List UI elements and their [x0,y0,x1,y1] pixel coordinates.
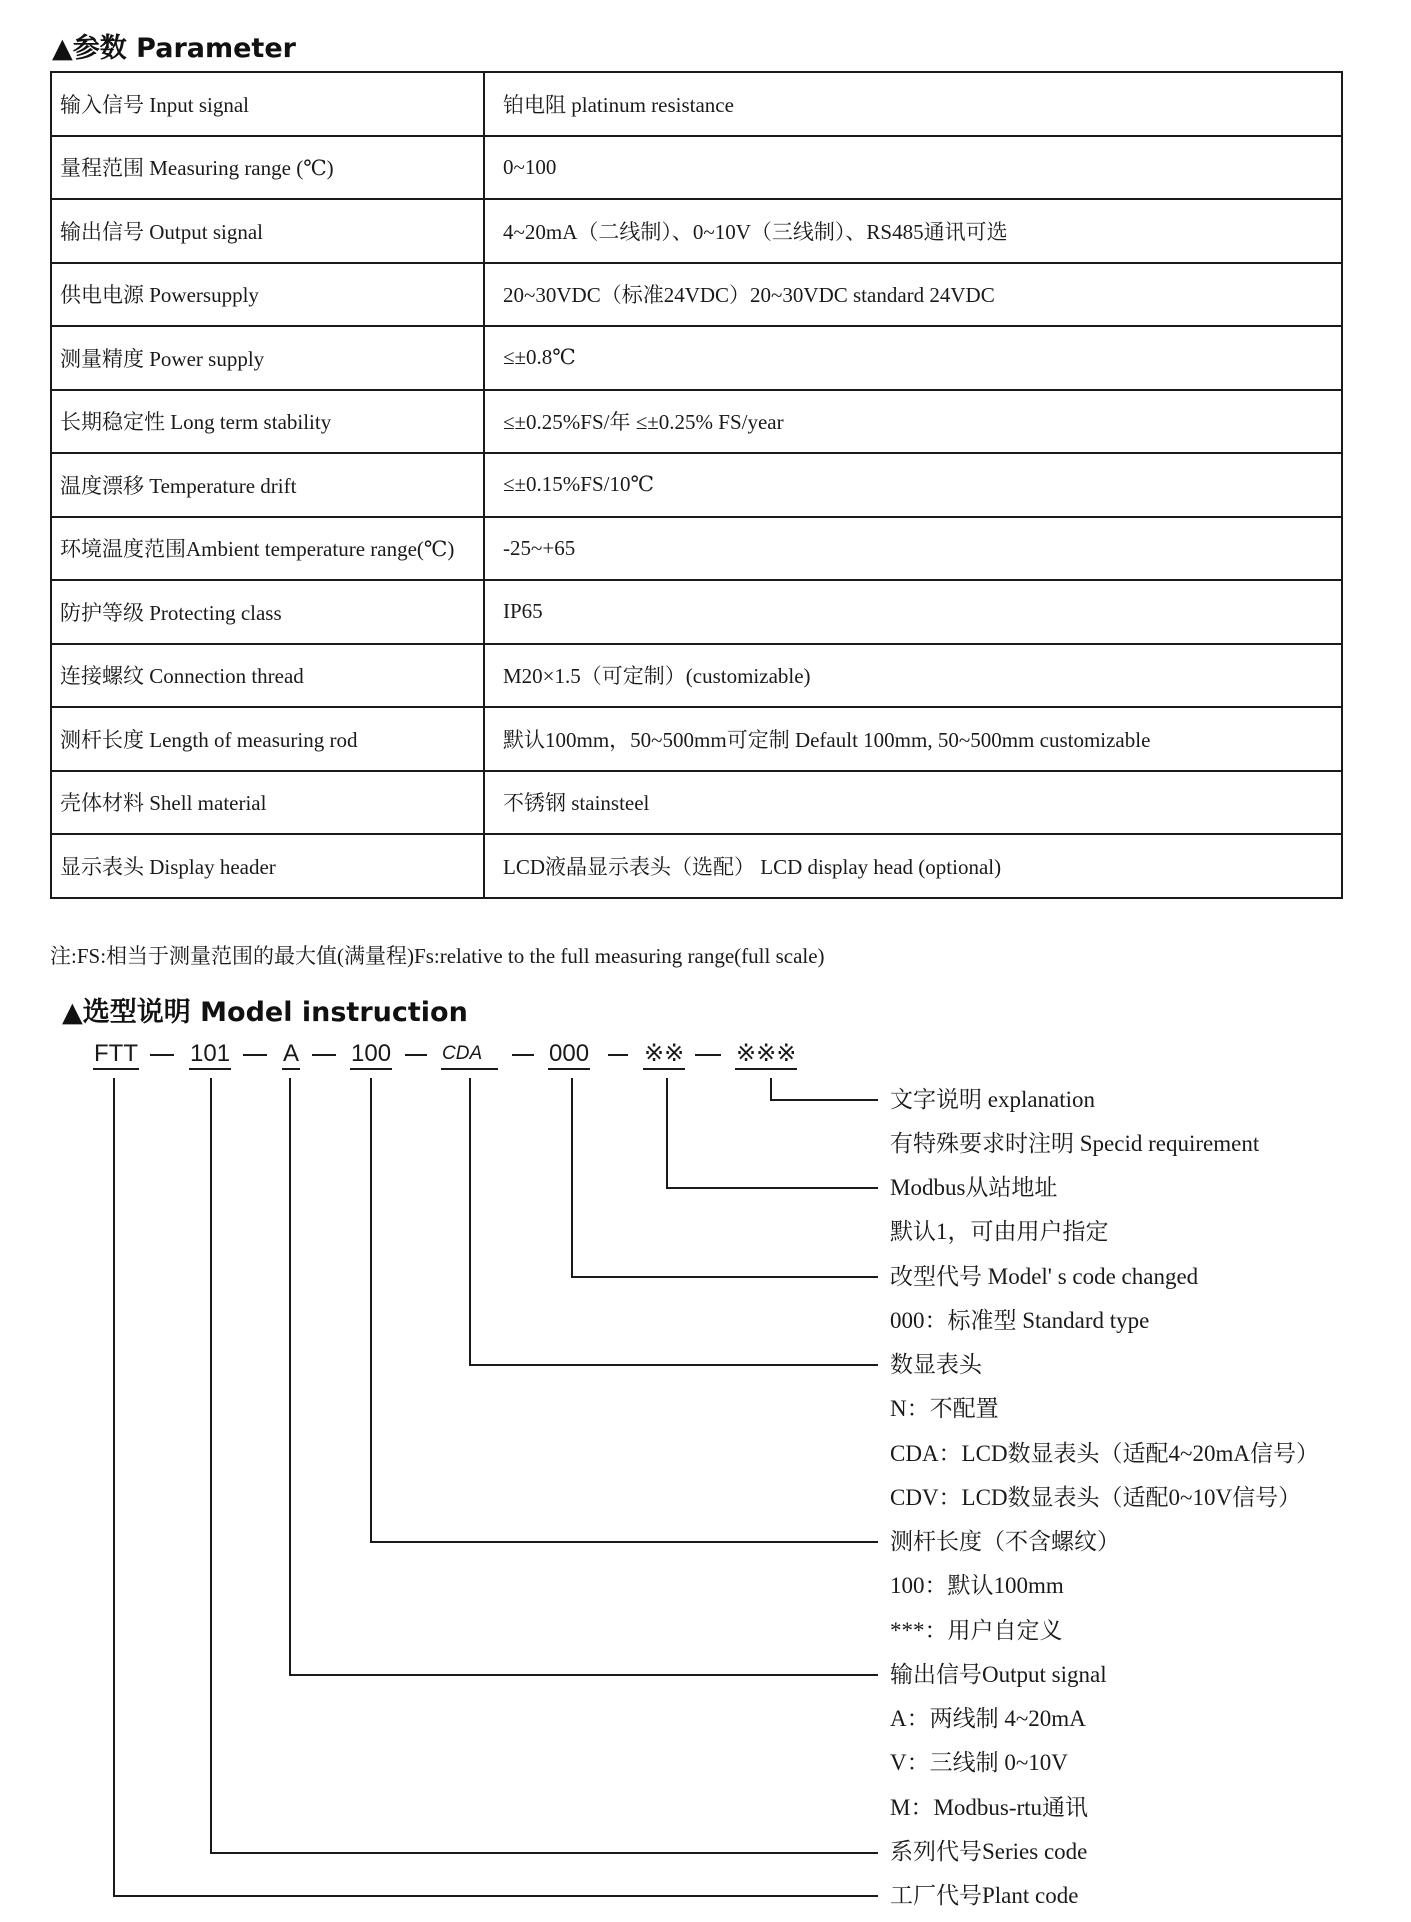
desc-output-signal: 输出信号Output signal [890,1662,1107,1687]
code-model-change: 000 [548,1040,590,1070]
param-label: 连接螺纹 Connection thread [51,644,484,708]
param-value: 4~20mA（二线制）、0~10V（三线制）、RS485通讯可选 [484,199,1342,263]
param-value: ≤±0.25%FS/年 ≤±0.25% FS/year [484,390,1342,454]
desc-display-cdv: CDV：LCD数显表头（适配0~10V信号） [890,1485,1302,1510]
param-value: 不锈钢 stainsteel [484,771,1342,835]
param-value: M20×1.5（可定制）(customizable) [484,644,1342,708]
param-label: 环境温度范围Ambient temperature range(℃) [51,517,484,581]
code-modbus-address: ※※ [643,1040,685,1070]
connector-special [771,1078,878,1100]
desc-display-none: N：不配置 [890,1396,999,1421]
param-label: 供电电源 Powersupply [51,263,484,327]
param-label: 温度漂移 Temperature drift [51,453,484,517]
connector-output-signal [290,1078,878,1675]
connector-plant [114,1078,878,1896]
connector-model-change [572,1078,878,1277]
param-value: ≤±0.15%FS/10℃ [484,453,1342,517]
param-value: 默认100mm，50~500mm可定制 Default 100mm, 50~500mm customizable [484,707,1342,771]
desc-plant-code: 工厂代号Plant code [890,1883,1079,1908]
code-rod-length: 100 [350,1040,392,1070]
desc-explanation: 文字说明 explanation [890,1087,1096,1112]
param-value: -25~+65 [484,517,1342,581]
desc-display-cda: CDA：LCD数显表头（适配4~20mA信号） [890,1441,1320,1466]
param-value: 铂电阻 platinum resistance [484,72,1342,136]
desc-modbus-address: Modbus从站地址 [890,1175,1058,1200]
code-output-signal: A [282,1040,300,1070]
param-label: 输出信号 Output signal [51,199,484,263]
connector-series [211,1078,878,1853]
desc-standard-type: 000：标准型 Standard type [890,1308,1150,1333]
desc-model-change: 改型代号 Model' s code changed [890,1264,1199,1289]
param-value: IP65 [484,580,1342,644]
connector-display-head [470,1078,878,1365]
param-value: LCD液晶显示表头（选配） LCD display head (optional) [484,834,1342,898]
param-label: 测杆长度 Length of measuring rod [51,707,484,771]
param-label: 输入信号 Input signal [51,72,484,136]
desc-rod-custom: ***：用户自定义 [890,1618,1063,1643]
desc-display-head: 数显表头 [890,1352,982,1377]
param-label: 壳体材料 Shell material [51,771,484,835]
param-label: 量程范围 Measuring range (℃) [51,136,484,200]
code-special: ※※※ [735,1040,797,1070]
param-label: 显示表头 Display header [51,834,484,898]
code-plant: FTT [93,1040,139,1070]
code-series: 101 [189,1040,231,1070]
model-section-title: ▲选型说明 Model instruction [62,997,468,1028]
param-value: ≤±0.8℃ [484,326,1342,390]
connector-rod-length [371,1078,878,1542]
parameter-section-title: ▲参数 Parameter [52,33,296,64]
desc-special-requirement: 有特殊要求时注明 Specid requirement [890,1131,1260,1156]
param-label: 测量精度 Power supply [51,326,484,390]
param-label: 防护等级 Protecting class [51,580,484,644]
param-value: 20~30VDC（标准24VDC）20~30VDC standard 24VDC [484,263,1342,327]
connector-modbus-address [667,1078,878,1188]
footnote: 注:FS:相当于测量范围的最大值(满量程)Fs:relative to the full measuring range(full scale) [50,944,825,968]
param-label: 长期稳定性 Long term stability [51,390,484,454]
desc-output-v: V：三线制 0~10V [890,1750,1068,1775]
desc-modbus-default: 默认1，可由用户指定 [890,1219,1109,1244]
desc-output-m: M：Modbus-rtu通讯 [890,1795,1089,1820]
desc-series-code: 系列代号Series code [890,1839,1088,1864]
desc-output-a: A：两线制 4~20mA [890,1706,1086,1731]
param-value: 0~100 [484,136,1342,200]
code-display-head: CDA [441,1040,498,1070]
desc-rod-default: 100：默认100mm [890,1573,1064,1598]
desc-rod-length: 测杆长度（不含螺纹） [890,1529,1120,1554]
